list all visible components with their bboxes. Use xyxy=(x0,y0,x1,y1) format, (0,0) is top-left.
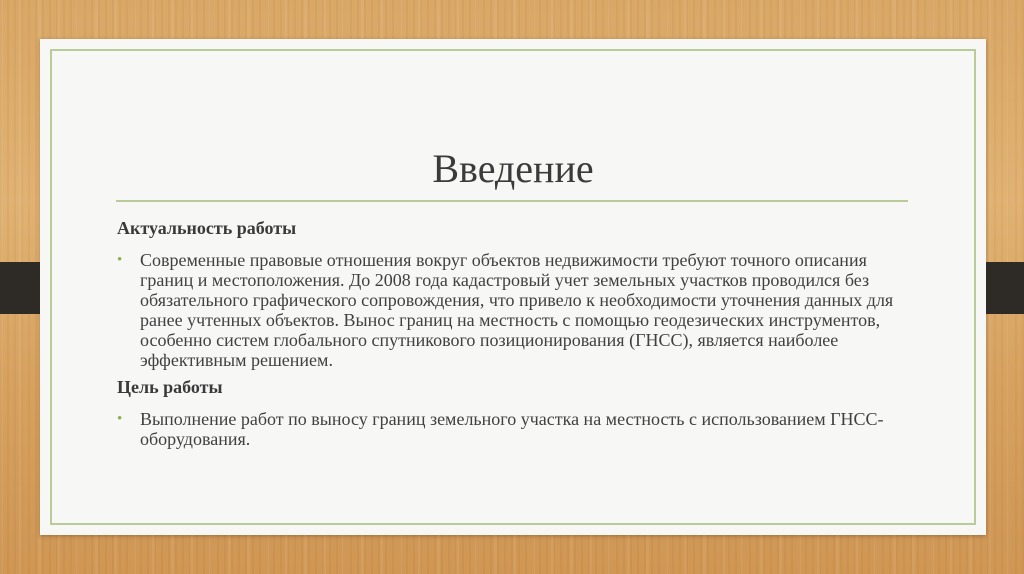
bullet-item-goal xyxy=(117,409,907,449)
bullet-item-relevance xyxy=(117,250,907,370)
title-divider xyxy=(116,200,908,202)
slide-title: Введение xyxy=(432,146,594,191)
bullet-dot-icon: • xyxy=(117,252,123,268)
bullet-text-relevance: Современные правовые отношения вокруг объектов недвижимости требуют точного описания границ и местоположения. До 2008 года кадастровый учет земельных участков проводился без обязательного графического сопровождения, что привело к необходимости уточнения данных для ранее учтенных объектов. Вынос границ на местность с помощью геодезических инструментов, особенно систем глобального спутникового позиционирования (ГНСС), является наиболее эффективным решением. xyxy=(140,250,894,370)
bullet-dot-icon: • xyxy=(117,411,123,427)
bullet-text-goal: Выполнение работ по выносу границ земельного участка на местность с использованием ГНСС-оборудования. xyxy=(140,409,884,449)
section-heading-goal: Цель работы xyxy=(117,377,223,397)
slide-content xyxy=(117,217,907,449)
slide-card xyxy=(40,39,986,535)
section-heading-relevance: Актуальность работы xyxy=(117,218,297,238)
